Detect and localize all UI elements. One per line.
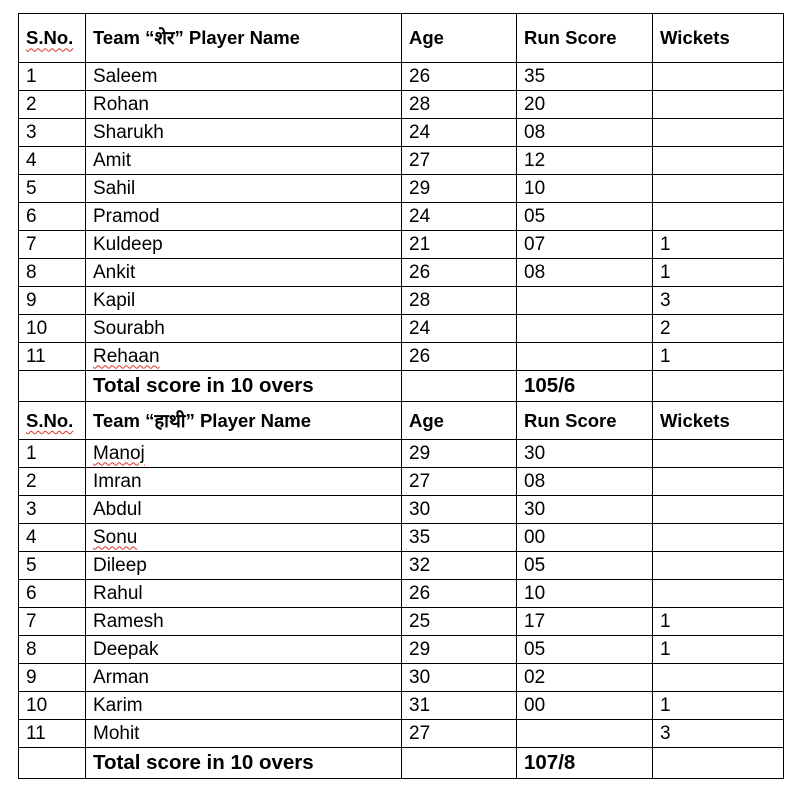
- age-header-text: Age: [409, 409, 444, 431]
- age-cell: [402, 63, 517, 91]
- age-cell-text: 26: [409, 582, 431, 604]
- player-name-cell: [86, 468, 402, 496]
- player-name-cell-text: Sahil: [93, 177, 136, 199]
- run-score-cell-text: 05: [524, 205, 546, 227]
- age-cell: [402, 468, 517, 496]
- wickets-cell-text: 3: [660, 722, 671, 744]
- sno-cell: [19, 91, 86, 119]
- player-name-cell: [86, 636, 402, 664]
- run-score-cell: [517, 552, 653, 580]
- wickets-cell: [653, 203, 784, 231]
- sno-cell-text: 1: [26, 442, 37, 464]
- player-name-cell: [86, 259, 402, 287]
- age-cell: [402, 552, 517, 580]
- sno-cell-text: 4: [26, 526, 37, 548]
- table-row: [19, 259, 784, 287]
- table-row: [19, 720, 784, 748]
- sno-cell: [19, 343, 86, 371]
- run-score-cell: [517, 524, 653, 552]
- player-name-header-text: Team “शेर” Player Name: [93, 27, 300, 49]
- total-row: [19, 371, 784, 402]
- player-name-cell: [86, 524, 402, 552]
- run-score-cell: [517, 440, 653, 468]
- sno-header-text: S.No.: [26, 409, 74, 431]
- player-name-cell-text: Karim: [93, 694, 143, 716]
- age-cell: [402, 147, 517, 175]
- sno-cell: [19, 203, 86, 231]
- score-table: [18, 13, 784, 779]
- player-name-cell: [86, 231, 402, 259]
- wickets-cell: [653, 231, 784, 259]
- total-label-text: Total score in 10 overs: [93, 751, 314, 775]
- table-row: [19, 175, 784, 203]
- sno-cell-text: 9: [26, 666, 37, 688]
- wickets-cell-text: 1: [660, 694, 671, 716]
- run-score-cell: [517, 720, 653, 748]
- run-score-cell-text: 08: [524, 470, 546, 492]
- sno-cell: [19, 63, 86, 91]
- player-name-cell-text: Dileep: [93, 554, 147, 576]
- sno-cell-text: 9: [26, 289, 37, 311]
- run-score-cell-text: 17: [524, 610, 546, 632]
- total-empty-wickets: [653, 748, 784, 779]
- table-row: [19, 119, 784, 147]
- player-name-cell-text: Deepak: [93, 638, 159, 660]
- wickets-cell: [653, 636, 784, 664]
- age-cell: [402, 119, 517, 147]
- player-name-cell-text: Sharukh: [93, 121, 164, 143]
- sno-cell-text: 4: [26, 149, 37, 171]
- wickets-cell: [653, 63, 784, 91]
- run-score-cell: [517, 287, 653, 315]
- table-row: [19, 440, 784, 468]
- player-name-cell: [86, 720, 402, 748]
- player-name-cell-text: Pramod: [93, 205, 160, 227]
- run-score-cell-text: 05: [524, 638, 546, 660]
- age-cell-text: 26: [409, 345, 431, 367]
- wickets-cell-text: 2: [660, 317, 671, 339]
- wickets-cell: [653, 287, 784, 315]
- total-empty-age: [402, 371, 517, 402]
- total-row: [19, 748, 784, 779]
- player-name-cell-text: Manoj: [93, 442, 145, 464]
- age-cell-text: 35: [409, 526, 431, 548]
- player-name-cell-text: Imran: [93, 470, 142, 492]
- sno-cell-text: 2: [26, 470, 37, 492]
- player-name-cell: [86, 315, 402, 343]
- run-score-cell-text: 10: [524, 177, 546, 199]
- age-cell: [402, 440, 517, 468]
- player-name-cell: [86, 63, 402, 91]
- total-label-text: Total score in 10 overs: [93, 374, 314, 398]
- wickets-cell-text: 1: [660, 610, 671, 632]
- team-header-row: [19, 14, 784, 63]
- player-name-cell-text: Rohan: [93, 93, 149, 115]
- player-name-cell-text: Saleem: [93, 65, 158, 87]
- table-row: [19, 496, 784, 524]
- run-score-cell: [517, 203, 653, 231]
- sno-cell: [19, 720, 86, 748]
- age-cell: [402, 608, 517, 636]
- sno-cell: [19, 636, 86, 664]
- age-cell-text: 24: [409, 121, 431, 143]
- age-header: [402, 14, 517, 63]
- table-row: [19, 315, 784, 343]
- wickets-cell: [653, 608, 784, 636]
- age-cell-text: 25: [409, 610, 431, 632]
- age-cell: [402, 175, 517, 203]
- table-row: [19, 580, 784, 608]
- age-cell: [402, 664, 517, 692]
- player-name-cell: [86, 552, 402, 580]
- sno-header: [19, 402, 86, 440]
- age-cell-text: 28: [409, 289, 431, 311]
- run-score-cell-text: 00: [524, 526, 546, 548]
- total-label: [86, 748, 402, 779]
- wickets-cell-text: 1: [660, 233, 671, 255]
- wickets-cell: [653, 524, 784, 552]
- player-name-cell: [86, 287, 402, 315]
- table-row: [19, 287, 784, 315]
- sno-header: [19, 14, 86, 63]
- wickets-cell: [653, 580, 784, 608]
- player-name-header-text: Team “हाथी” Player Name: [93, 409, 312, 431]
- score-table-body: [19, 14, 784, 779]
- wickets-cell-text: 3: [660, 289, 671, 311]
- table-row: [19, 343, 784, 371]
- total-score: [517, 371, 653, 402]
- player-name-cell: [86, 608, 402, 636]
- age-cell: [402, 203, 517, 231]
- sno-cell-text: 3: [26, 498, 37, 520]
- sno-cell-text: 11: [26, 345, 46, 367]
- total-score-text: 107/8: [524, 751, 576, 775]
- wickets-cell: [653, 552, 784, 580]
- player-name-cell: [86, 147, 402, 175]
- age-cell: [402, 636, 517, 664]
- sno-cell-text: 10: [26, 317, 48, 339]
- run-score-cell-text: 07: [524, 233, 546, 255]
- age-cell-text: 26: [409, 65, 431, 87]
- table-row: [19, 468, 784, 496]
- wickets-cell: [653, 440, 784, 468]
- table-row: [19, 664, 784, 692]
- wickets-cell: [653, 175, 784, 203]
- wickets-header: [653, 402, 784, 440]
- run-score-cell: [517, 175, 653, 203]
- age-cell-text: 30: [409, 666, 431, 688]
- table-row: [19, 231, 784, 259]
- player-name-cell-text: Kapil: [93, 289, 136, 311]
- age-cell-text: 27: [409, 470, 431, 492]
- sno-cell: [19, 608, 86, 636]
- table-row: [19, 608, 784, 636]
- player-name-cell: [86, 203, 402, 231]
- age-cell-text: 32: [409, 554, 431, 576]
- run-score-header: [517, 402, 653, 440]
- wickets-cell-text: 1: [660, 345, 671, 367]
- player-name-cell-text: Rahul: [93, 582, 143, 604]
- run-score-cell-text: 05: [524, 554, 546, 576]
- run-score-cell: [517, 580, 653, 608]
- sno-cell: [19, 580, 86, 608]
- run-score-cell: [517, 231, 653, 259]
- wickets-header-text: Wickets: [660, 27, 730, 49]
- age-cell-text: 27: [409, 149, 431, 171]
- run-score-cell: [517, 91, 653, 119]
- run-score-cell: [517, 259, 653, 287]
- player-name-cell: [86, 343, 402, 371]
- sno-cell: [19, 496, 86, 524]
- wickets-cell-text: 1: [660, 261, 671, 283]
- table-row: [19, 147, 784, 175]
- age-cell-text: 21: [409, 233, 431, 255]
- sno-cell-text: 7: [26, 233, 37, 255]
- player-name-cell-text: Sourabh: [93, 317, 165, 339]
- age-cell-text: 30: [409, 498, 431, 520]
- player-name-cell-text: Rehaan: [93, 345, 160, 367]
- run-score-cell: [517, 63, 653, 91]
- table-row: [19, 636, 784, 664]
- table-row: [19, 692, 784, 720]
- player-name-cell-text: Arman: [93, 666, 149, 688]
- sno-cell-text: 11: [26, 722, 46, 744]
- age-cell-text: 29: [409, 442, 431, 464]
- sno-cell: [19, 259, 86, 287]
- run-score-cell-text: 35: [524, 65, 546, 87]
- run-score-header: [517, 14, 653, 63]
- player-name-cell-text: Sonu: [93, 526, 138, 548]
- team-header-row: [19, 402, 784, 440]
- run-score-cell: [517, 315, 653, 343]
- wickets-header: [653, 14, 784, 63]
- age-cell: [402, 315, 517, 343]
- age-cell-text: 26: [409, 261, 431, 283]
- sno-cell: [19, 552, 86, 580]
- age-cell-text: 28: [409, 93, 431, 115]
- age-cell: [402, 343, 517, 371]
- wickets-cell: [653, 315, 784, 343]
- table-row: [19, 91, 784, 119]
- age-cell: [402, 496, 517, 524]
- wickets-cell: [653, 119, 784, 147]
- age-cell-text: 29: [409, 638, 431, 660]
- run-score-header-text: Run Score: [524, 27, 617, 49]
- wickets-cell: [653, 664, 784, 692]
- age-cell: [402, 231, 517, 259]
- sno-cell-text: 8: [26, 638, 37, 660]
- age-cell-text: 24: [409, 205, 431, 227]
- player-name-cell-text: Mohit: [93, 722, 140, 744]
- run-score-cell: [517, 608, 653, 636]
- sno-cell: [19, 147, 86, 175]
- run-score-cell-text: 12: [524, 149, 546, 171]
- run-score-cell-text: 08: [524, 261, 546, 283]
- table-row: [19, 524, 784, 552]
- player-name-header: [86, 14, 402, 63]
- sno-cell: [19, 119, 86, 147]
- table-row: [19, 552, 784, 580]
- run-score-cell-text: 20: [524, 93, 546, 115]
- sno-cell: [19, 231, 86, 259]
- sno-cell: [19, 664, 86, 692]
- age-header: [402, 402, 517, 440]
- player-name-cell-text: Ramesh: [93, 610, 164, 632]
- wickets-cell: [653, 468, 784, 496]
- wickets-cell: [653, 91, 784, 119]
- total-label: [86, 371, 402, 402]
- age-cell-text: 29: [409, 177, 431, 199]
- run-score-cell: [517, 119, 653, 147]
- wickets-cell: [653, 343, 784, 371]
- run-score-cell: [517, 636, 653, 664]
- run-score-cell-text: 10: [524, 582, 546, 604]
- total-score-text: 105/6: [524, 374, 576, 398]
- run-score-cell-text: 00: [524, 694, 546, 716]
- sno-cell-text: 6: [26, 582, 37, 604]
- player-name-cell: [86, 119, 402, 147]
- age-cell: [402, 91, 517, 119]
- wickets-cell: [653, 147, 784, 175]
- total-score: [517, 748, 653, 779]
- player-name-cell-text: Amit: [93, 149, 131, 171]
- age-cell-text: 24: [409, 317, 431, 339]
- player-name-cell-text: Abdul: [93, 498, 142, 520]
- age-cell: [402, 580, 517, 608]
- age-cell: [402, 287, 517, 315]
- run-score-cell: [517, 343, 653, 371]
- player-name-cell: [86, 175, 402, 203]
- run-score-cell-text: 30: [524, 442, 546, 464]
- run-score-cell-text: 30: [524, 498, 546, 520]
- run-score-cell-text: 08: [524, 121, 546, 143]
- wickets-cell: [653, 259, 784, 287]
- wickets-cell: [653, 692, 784, 720]
- player-name-cell: [86, 664, 402, 692]
- player-name-cell: [86, 692, 402, 720]
- run-score-cell: [517, 664, 653, 692]
- sno-cell: [19, 468, 86, 496]
- sno-cell: [19, 524, 86, 552]
- run-score-cell: [517, 468, 653, 496]
- sno-cell-text: 7: [26, 610, 37, 632]
- run-score-cell-text: 02: [524, 666, 546, 688]
- sno-cell-text: 5: [26, 177, 37, 199]
- sno-cell: [19, 287, 86, 315]
- sno-cell-text: 6: [26, 205, 37, 227]
- table-row: [19, 63, 784, 91]
- age-cell: [402, 524, 517, 552]
- age-header-text: Age: [409, 27, 444, 49]
- total-empty-sno: [19, 371, 86, 402]
- run-score-cell: [517, 147, 653, 175]
- wickets-header-text: Wickets: [660, 409, 730, 431]
- player-name-cell: [86, 91, 402, 119]
- sno-cell-text: 1: [26, 65, 37, 87]
- age-cell: [402, 259, 517, 287]
- sno-cell-text: 8: [26, 261, 37, 283]
- sno-cell-text: 3: [26, 121, 37, 143]
- sno-cell: [19, 175, 86, 203]
- player-name-cell-text: Kuldeep: [93, 233, 163, 255]
- player-name-cell: [86, 440, 402, 468]
- player-name-cell: [86, 580, 402, 608]
- age-cell-text: 31: [409, 694, 431, 716]
- age-cell: [402, 720, 517, 748]
- sno-header-text: S.No.: [26, 27, 74, 49]
- player-name-cell: [86, 496, 402, 524]
- total-empty-sno: [19, 748, 86, 779]
- wickets-cell: [653, 496, 784, 524]
- sno-cell-text: 5: [26, 554, 37, 576]
- wickets-cell: [653, 720, 784, 748]
- run-score-cell: [517, 496, 653, 524]
- total-empty-age: [402, 748, 517, 779]
- run-score-header-text: Run Score: [524, 409, 617, 431]
- sno-cell-text: 10: [26, 694, 48, 716]
- table-row: [19, 203, 784, 231]
- sno-cell: [19, 692, 86, 720]
- age-cell-text: 27: [409, 722, 431, 744]
- player-name-header: [86, 402, 402, 440]
- sno-cell-text: 2: [26, 93, 37, 115]
- sno-cell: [19, 440, 86, 468]
- total-empty-wickets: [653, 371, 784, 402]
- run-score-cell: [517, 692, 653, 720]
- sno-cell: [19, 315, 86, 343]
- age-cell: [402, 692, 517, 720]
- wickets-cell-text: 1: [660, 638, 671, 660]
- player-name-cell-text: Ankit: [93, 261, 136, 283]
